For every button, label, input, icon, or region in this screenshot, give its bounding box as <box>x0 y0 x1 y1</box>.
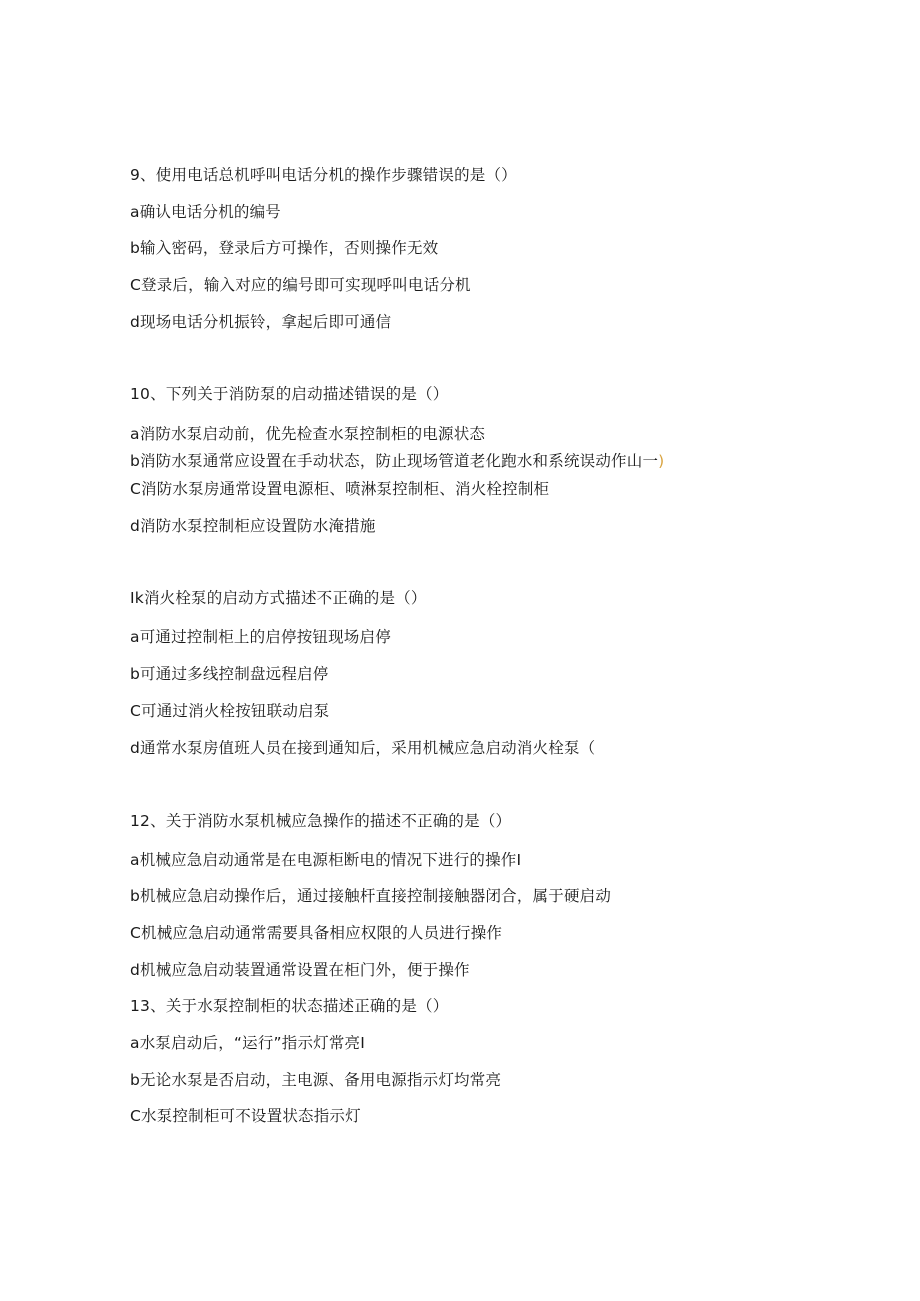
question-13-option-c: C水泵控制柜可不设置状态指示灯 <box>130 1107 361 1125</box>
question-12-option-d: d机械应急启动装置通常设置在柜门外，便于操作 <box>130 961 470 979</box>
question-10-option-b-line <box>130 451 664 471</box>
question-11-stem: Ik消火栓泵的启动方式描述不正确的是（） <box>130 589 427 607</box>
question-11-option-d: d通常水泵房值班人员在接到通知后，采用机械应急启动消火栓泵（ <box>130 739 596 757</box>
question-9-stem: 9、使用电话总机呼叫电话分机的操作步骤错误的是（） <box>130 166 517 184</box>
question-9-option-c: C登录后，输入对应的编号即可实现呼叫电话分机 <box>130 276 471 294</box>
question-12-option-a: a机械应急启动通常是在电源柜断电的情况下进行的操作I <box>130 851 522 869</box>
question-12-option-b: b机械应急启动操作后，通过接触杆直接控制接触器闭合，属于硬启动 <box>130 887 612 905</box>
question-12-stem: 12、关于消防水泵机械应急操作的描述不正确的是（） <box>130 812 512 830</box>
question-11-option-a: a可通过控制柜上的启停按钮现场启停 <box>130 628 391 646</box>
question-11-option-c: C可通过消火栓按钮联动启泵 <box>130 702 330 720</box>
stray-mark: ) <box>658 452 665 470</box>
question-10-option-a: a消防水泵启动前，优先检查水泵控制柜的电源状态 <box>130 425 486 443</box>
question-10-stem: 10、下列关于消防泵的启动描述错误的是（） <box>130 385 449 403</box>
question-12-option-c: C机械应急启动通常需要具备相应权限的人员进行操作 <box>130 924 503 942</box>
question-9-option-b: b输入密码，登录后方可操作，否则操作无效 <box>130 239 439 257</box>
question-11-option-b: b可通过多线控制盘远程启停 <box>130 665 329 683</box>
question-9-option-a: a确认电话分机的编号 <box>130 203 281 221</box>
question-9-option-d: d现场电话分机振铃，拿起后即可通信 <box>130 313 392 331</box>
question-10-option-c: C消防水泵房通常设置电源柜、喷淋泵控制柜、消火栓控制柜 <box>130 480 550 498</box>
question-13-option-b: b无论水泵是否启动，主电源、备用电源指示灯均常亮 <box>130 1071 502 1089</box>
question-13-stem: 13、关于水泵控制柜的状态描述正确的是（） <box>130 997 449 1015</box>
question-10-option-b: b消防水泵通常应设置在手动状态，防止现场管道老化跑水和系统误动作山一 <box>130 452 659 470</box>
document-page <box>130 0 890 1301</box>
question-13-option-a: a水泵启动后，“运行”指示灯常亮I <box>130 1034 366 1052</box>
question-10-option-d: d消防水泵控制柜应设置防水淹措施 <box>130 517 376 535</box>
